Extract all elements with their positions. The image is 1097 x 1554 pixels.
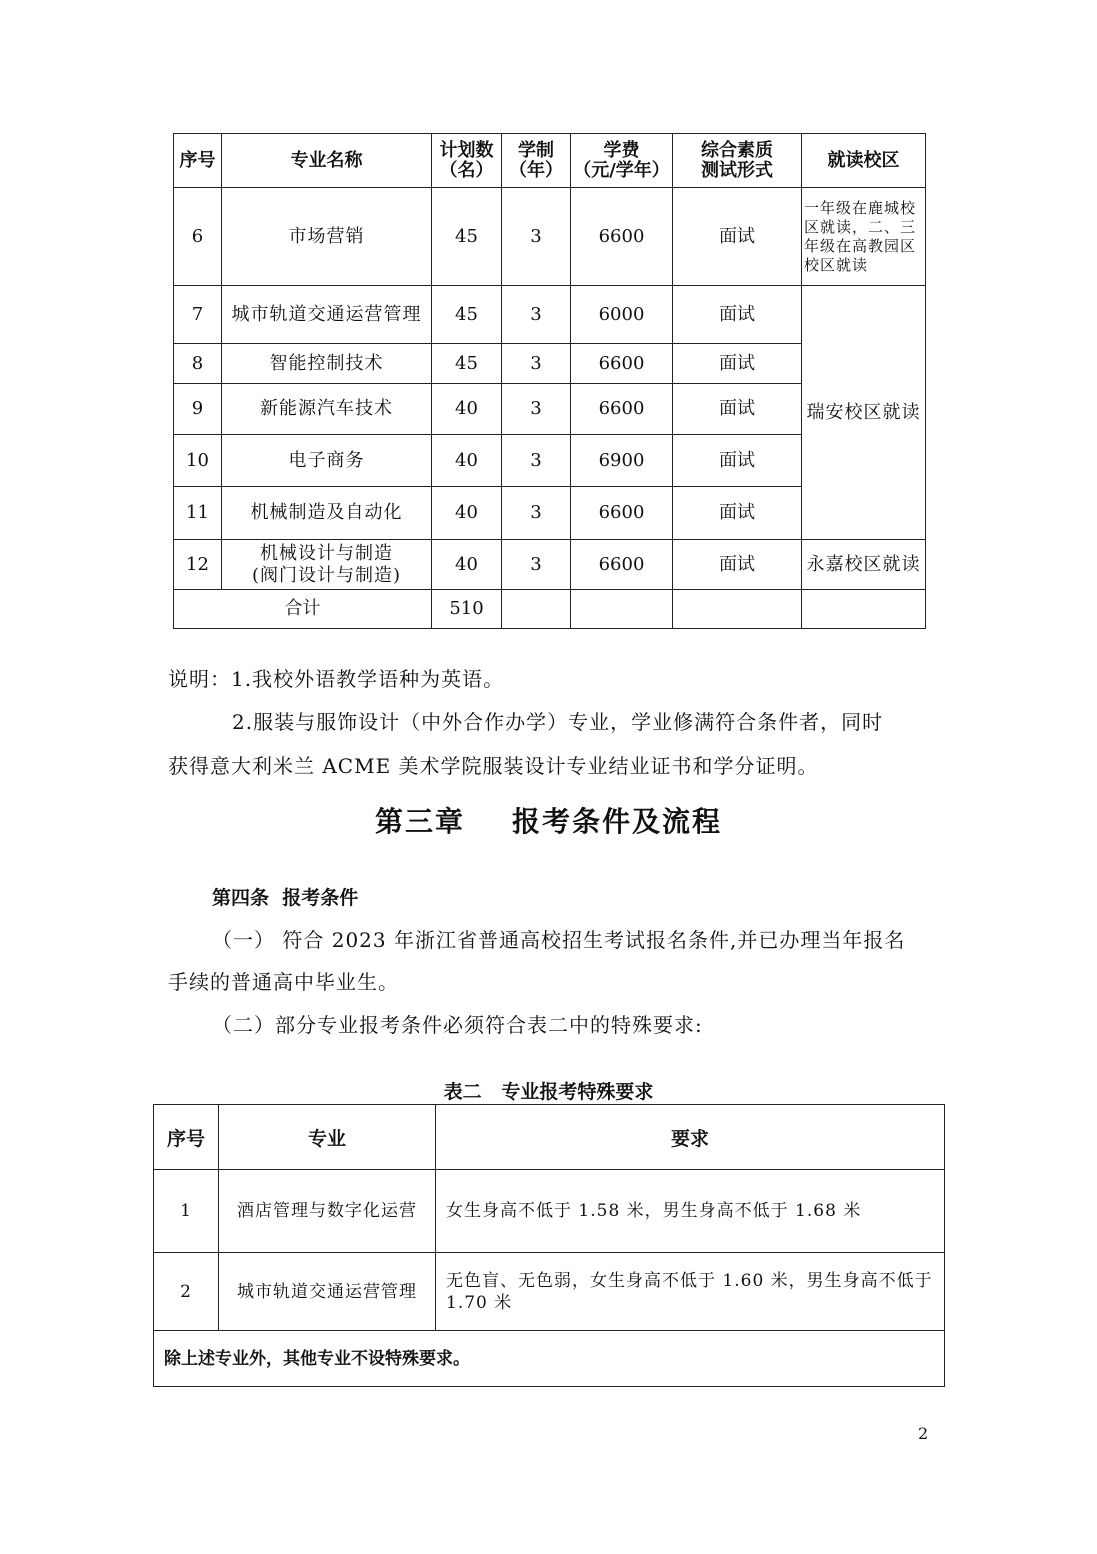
header-fee: 学费 （元/学年）	[571, 134, 673, 188]
header-years: 学制 （年）	[502, 134, 571, 188]
table2-caption: 表二 专业报考特殊要求	[443, 1081, 654, 1103]
table-row	[174, 188, 926, 286]
cell-requirement: 女生身高不低于 1.58 米，男生身高不低于 1.68 米	[436, 1170, 945, 1253]
cell-plan: 45	[432, 188, 502, 286]
cell-campus: 瑞安校区就读	[802, 286, 926, 540]
empty-cell	[673, 590, 802, 629]
page-number: 2	[918, 1424, 929, 1443]
cell-fee: 6000	[571, 286, 673, 344]
cell-campus: 一年级在鹿城校区就读，二、三年级在高教园区校区就读	[802, 188, 926, 286]
table-row	[154, 1253, 945, 1331]
cell-no: 6	[174, 188, 222, 286]
paragraph-2: （二）部分专业报考条件必须符合表二中的特殊要求:	[212, 1013, 703, 1037]
header-no: 序号	[174, 134, 222, 188]
cell-years: 3	[502, 487, 571, 540]
cell-years: 3	[502, 286, 571, 344]
cell-requirement: 无色盲、无色弱，女生身高不低于 1.60 米，男生身高不低于 1.70 米	[436, 1253, 945, 1331]
cell-years: 3	[502, 384, 571, 435]
header-major: 专业	[219, 1105, 436, 1170]
empty-cell	[502, 590, 571, 629]
note-line-1: 说明：1.我校外语教学语种为英语。	[168, 667, 505, 691]
cell-no: 2	[154, 1253, 219, 1331]
paragraph-1-line-2: 手续的普通高中毕业生。	[168, 970, 399, 994]
table-row	[154, 1170, 945, 1253]
header-requirement: 要求	[436, 1105, 945, 1170]
cell-no: 8	[174, 344, 222, 384]
cell-major-name: 机械制造及自动化	[222, 487, 432, 540]
article-title: 第四条 报考条件	[212, 887, 359, 909]
note-line-2: 2.服装与服饰设计（中外合作办学）专业，学业修满符合条件者，同时	[232, 710, 884, 734]
cell-test: 面试	[673, 435, 802, 487]
cell-test: 面试	[673, 286, 802, 344]
header-test: 综合素质 测试形式	[673, 134, 802, 188]
table-footer-note: 除上述专业外，其他专业不设特殊要求。	[154, 1331, 945, 1387]
cell-major-name: 机械设计与制造 (阀门设计与制造)	[222, 540, 432, 590]
table-total-row	[174, 590, 926, 629]
cell-campus: 永嘉校区就读	[802, 540, 926, 590]
cell-no: 9	[174, 384, 222, 435]
cell-plan: 40	[432, 384, 502, 435]
table-row	[174, 286, 926, 344]
special-requirements-table	[153, 1104, 945, 1387]
cell-test: 面试	[673, 487, 802, 540]
total-label: 合计	[174, 590, 432, 629]
cell-years: 3	[502, 540, 571, 590]
table-header-row	[154, 1105, 945, 1170]
cell-no: 7	[174, 286, 222, 344]
header-no: 序号	[154, 1105, 219, 1170]
cell-no: 11	[174, 487, 222, 540]
total-value: 510	[432, 590, 502, 629]
cell-fee: 6600	[571, 188, 673, 286]
cell-fee: 6600	[571, 487, 673, 540]
cell-major: 城市轨道交通运营管理	[219, 1253, 436, 1331]
cell-plan: 45	[432, 286, 502, 344]
header-plan: 计划数 （名）	[432, 134, 502, 188]
cell-plan: 40	[432, 487, 502, 540]
empty-cell	[571, 590, 673, 629]
cell-major-name: 新能源汽车技术	[222, 384, 432, 435]
note-line-3: 获得意大利米兰 ACME 美术学院服装设计专业结业证书和学分证明。	[168, 754, 819, 778]
chapter-title: 第三章 报考条件及流程	[375, 805, 722, 838]
table-header-row	[174, 134, 926, 188]
cell-no: 1	[154, 1170, 219, 1253]
cell-plan: 45	[432, 344, 502, 384]
cell-major-name: 电子商务	[222, 435, 432, 487]
cell-fee: 6600	[571, 384, 673, 435]
cell-fee: 6600	[571, 540, 673, 590]
cell-major-name: 智能控制技术	[222, 344, 432, 384]
cell-major: 酒店管理与数字化运营	[219, 1170, 436, 1253]
cell-years: 3	[502, 188, 571, 286]
major-plan-table	[173, 133, 926, 629]
cell-no: 12	[174, 540, 222, 590]
cell-plan: 40	[432, 540, 502, 590]
cell-fee: 6600	[571, 344, 673, 384]
header-campus: 就读校区	[802, 134, 926, 188]
empty-cell	[802, 590, 926, 629]
cell-test: 面试	[673, 344, 802, 384]
cell-major-name: 城市轨道交通运营管理	[222, 286, 432, 344]
paragraph-1-line-1: （一） 符合 2023 年浙江省普通高校招生考试报名条件,并已办理当年报名	[212, 928, 906, 952]
header-major-name: 专业名称	[222, 134, 432, 188]
cell-major-name: 市场营销	[222, 188, 432, 286]
cell-test: 面试	[673, 540, 802, 590]
table-row	[174, 540, 926, 590]
table-footer-row	[154, 1331, 945, 1387]
cell-no: 10	[174, 435, 222, 487]
cell-years: 3	[502, 344, 571, 384]
cell-years: 3	[502, 435, 571, 487]
cell-fee: 6900	[571, 435, 673, 487]
cell-test: 面试	[673, 384, 802, 435]
cell-plan: 40	[432, 435, 502, 487]
cell-test: 面试	[673, 188, 802, 286]
